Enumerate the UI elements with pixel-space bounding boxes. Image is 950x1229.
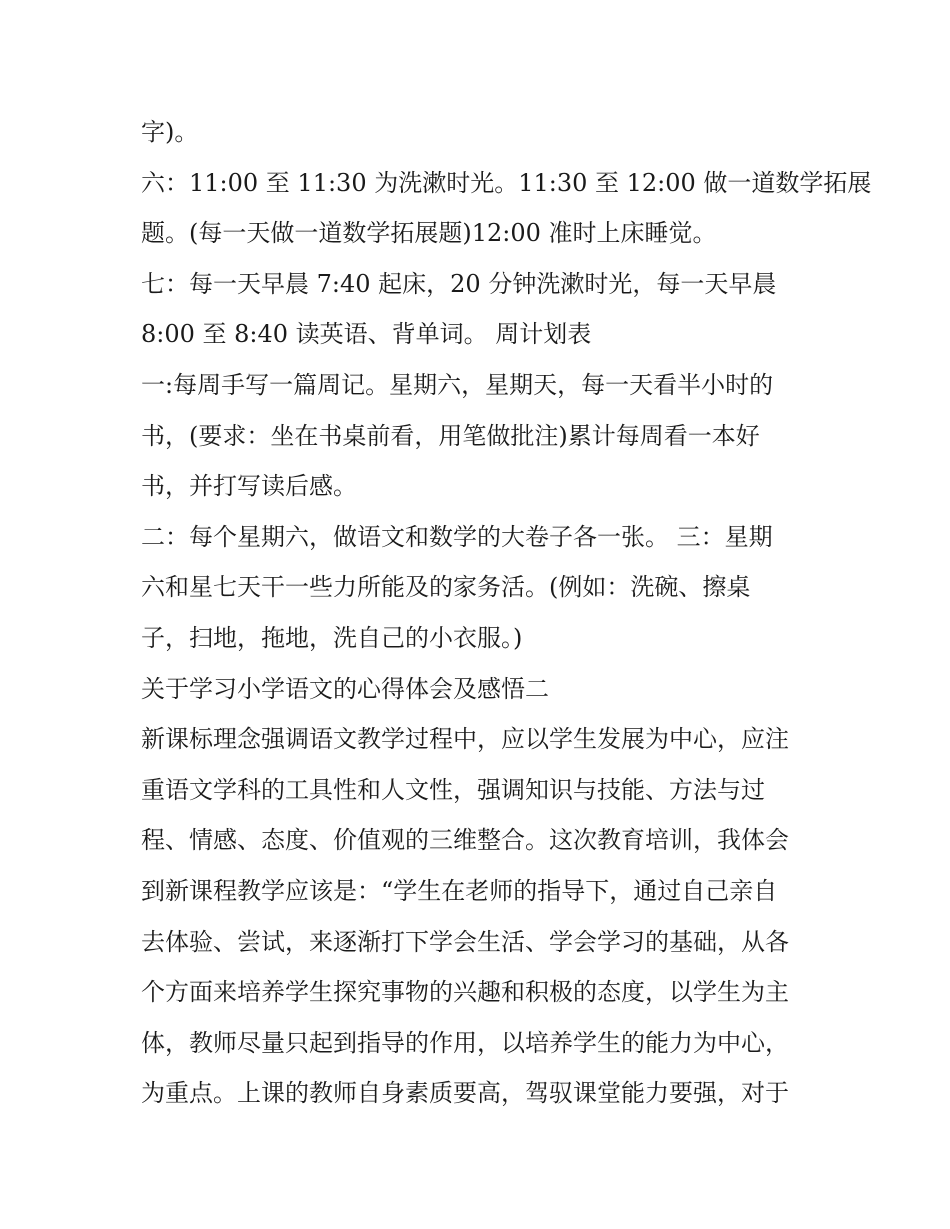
text-line: 七：每一天早晨 7:40 起床，20 分钟洗漱时光，每一天早晨 [141, 269, 777, 298]
text-line: 为重点。上课的教师自身素质要高，驾驭课堂能力要强，对于 [141, 1079, 789, 1108]
text-line: 程、情感、态度、价值观的三维整合。这次教育培训，我体会 [141, 826, 789, 855]
text-line: 书，并打写读后感。 [141, 472, 357, 501]
text-line: 个方面来培养学生探究事物的兴趣和积极的态度，以学生为主 [141, 978, 789, 1007]
text-line: 子，扫地，拖地，洗自己的小衣服。) [141, 623, 523, 652]
text-line: 去体验、尝试，来逐渐打下学会生活、学会学习的基础，从各 [141, 927, 789, 956]
section-heading: 关于学习小学语文的心得体会及感悟二 [141, 674, 549, 703]
text-line: 六和星七天干一些力所能及的家务活。(例如：洗碗、擦桌 [141, 573, 751, 602]
text-line: 字)。 [141, 118, 199, 146]
text-line: 新课标理念强调语文教学过程中，应以学生发展为中心，应注 [141, 725, 789, 754]
text-line: 书，(要求：坐在书桌前看，用笔做批注)累计每周看一本好 [141, 421, 760, 450]
document-body [141, 107, 872, 1119]
text-line: 重语文学科的工具性和人文性，强调知识与技能、方法与过 [141, 775, 765, 804]
text-line: 题。(每一天做一道数学拓展题)12:00 准时上床睡觉。 [141, 219, 717, 248]
text-line: 8:00 至 8:40 读英语、背单词。 周计划表 [141, 320, 592, 349]
text-line: 体，教师尽量只起到指导的作用，以培养学生的能力为中心， [141, 1028, 789, 1057]
text-line: 六：11:00 至 11:30 为洗漱时光。11:30 至 12:00 做一道数学拓展 [141, 168, 872, 197]
text-line: 到新课程教学应该是：“学生在老师的指导下，通过自己亲自 [141, 876, 778, 905]
text-line: 一:每周手写一篇周记。星期六，星期天，每一天看半小时的 [141, 370, 774, 399]
text-line: 二：每个星期六，做语文和数学的大卷子各一张。 三：星期 [141, 522, 773, 551]
